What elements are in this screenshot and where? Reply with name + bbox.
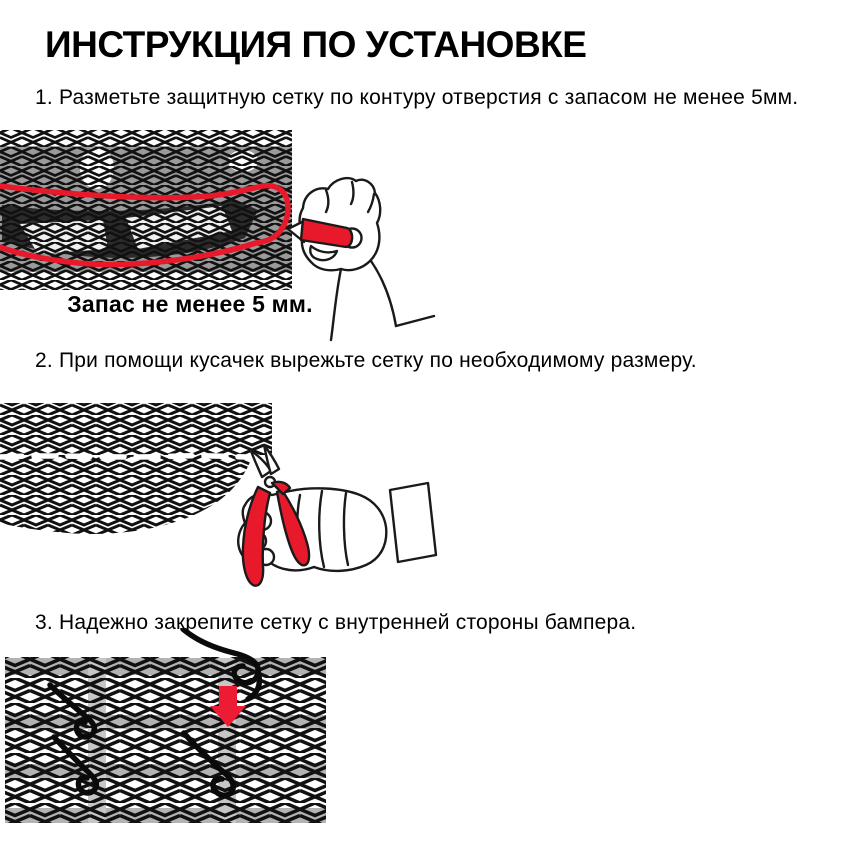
step-2-text: 2. При помощи кусачек вырежьте сетку по необходимому размеру. — [35, 349, 697, 372]
hand-with-cutters — [238, 445, 436, 586]
step-1-text: 1. Разметьте защитную сетку по контуру отверстия с запасом не менее 5мм. — [35, 86, 799, 109]
step-3-text: 3. Надежно закрепите сетку с внутренней стороны бампера. — [35, 611, 637, 634]
step-2-illustration — [0, 395, 450, 610]
page-title: ИНСТРУКЦИЯ ПО УСТАНОВКЕ — [45, 24, 587, 65]
sleeve-cuff — [390, 483, 436, 562]
cut-line — [0, 456, 252, 457]
mesh-sheet — [0, 403, 272, 534]
step-1-illustration — [0, 128, 450, 353]
margin-caption: Запас не менее 5 мм. — [67, 291, 313, 317]
protective-mesh — [0, 130, 292, 290]
step-3-illustration — [0, 628, 450, 860]
